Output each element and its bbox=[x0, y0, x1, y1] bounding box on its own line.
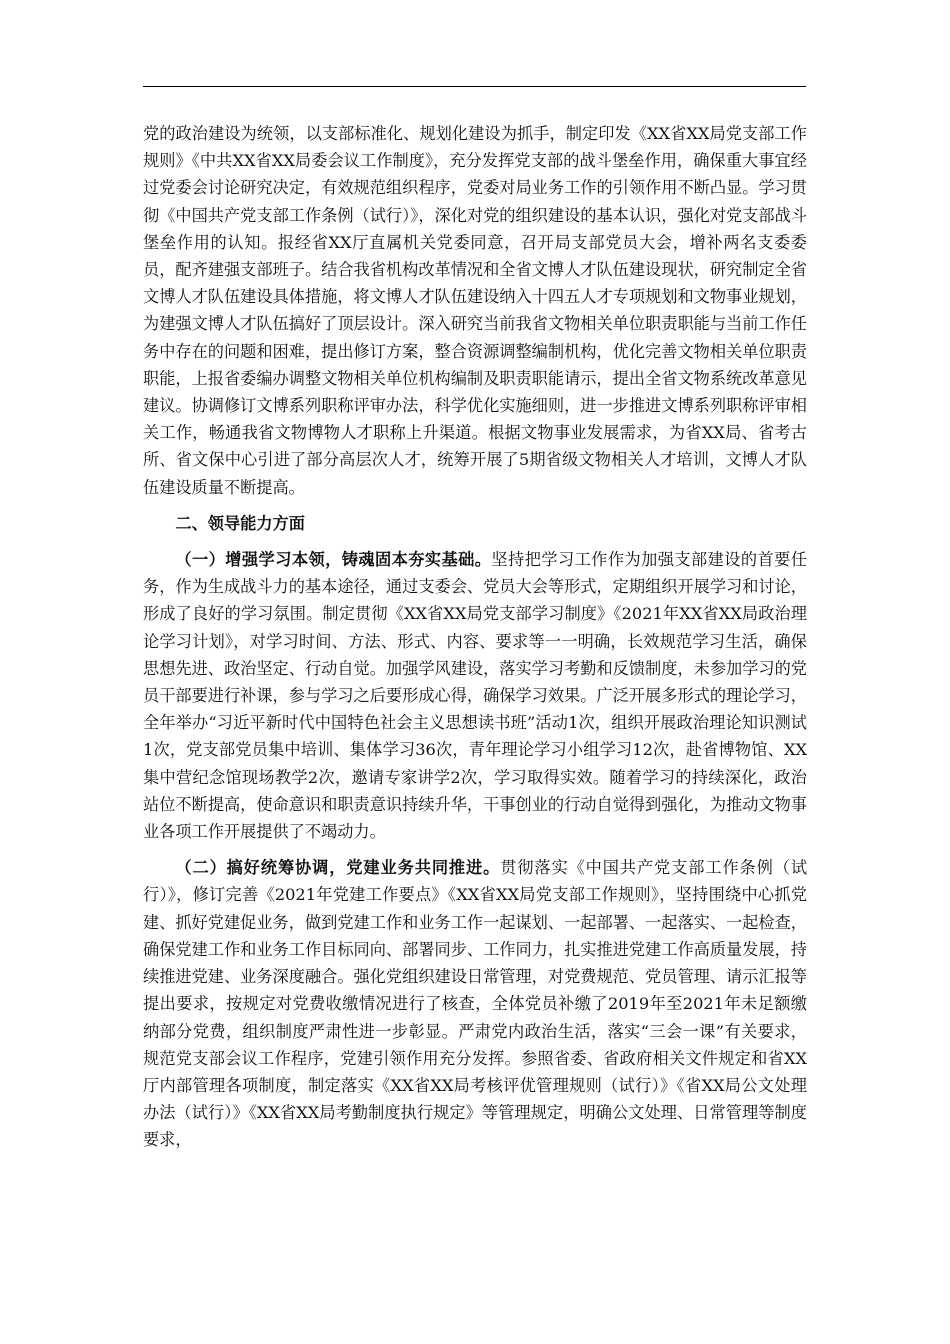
section-heading-text: 二、领导能力方面 bbox=[175, 513, 305, 533]
paragraph-lead: （二）搞好统筹协调，党建业务共同推进。 bbox=[175, 858, 501, 878]
paragraph-lead: （一）增强学习本领，铸魂固本夯实基础。 bbox=[175, 550, 492, 570]
section-heading bbox=[143, 510, 807, 537]
paragraph-continuation bbox=[143, 120, 807, 501]
paragraph-text: 党的政治建设为统领，以支部标准化、规划化建设为抓手，制定印发《XX省XX局党支部工作规则》《中共XX省XX局委会议工作制度》，充分发挥党支部的战斗堡垒作用，确保重大事宜经过党委会讨论研究决定，有效规范组织程序，党委对局业务工作的引领作用不断凸显。学习贯彻《中国共产党支部工作条例（试行）》，深化对党的组织建设的基本认识，强化对党支部战斗堡垒作用的认知。报经省XX厅直属机关党委同意，召开局支部党员大会，增补两名支委委员，配齐建强支部班子。结合我省机构改革情况和全省文博人才队伍建设现状，研究制定全省文博人才队伍建设具体措施，将文博人才队伍建设纳入十四五人才专项规划和文物事业规划，为建强文博人才队伍搞好了顶层设计。深入研究当前我省文物相关单位职责职能与当前工作任务中存在的问题和困难，提出修订方案，整合资源调整编制机构，优化完善文物相关单位职责职能，上报省委编办调整文物相关单位机构编制及职责职能请示，提出全省文物系统改革意见建议。协调修订文博系列职称评审办法，科学优化实施细则，进一步推进文博系列职称评审相关工作，畅通我省文物博物人才职称上升渠道。根据文物事业发展需求，为省XX局、省考古所、省文保中心引进了部分高层次人才，统筹开展了5期省级文物相关人才培训，文博人才队伍建设质量不断提高。 bbox=[143, 124, 807, 497]
paragraph-coordination bbox=[143, 854, 807, 1153]
paragraph-study bbox=[143, 546, 807, 845]
header-rule bbox=[143, 86, 806, 87]
paragraph-text: 坚持把学习工作作为加强支部建设的首要任务，作为生成战斗力的基本途径，通过支委会、党员大会等形式，定期组织开展学习和讨论，形成了良好的学习氛围。制定贯彻《XX省XX局党支部学习制度》《2021年XX省XX局政治理论学习计划》，对学习时间、方法、形式、内容、要求等一一明确，长效规范学习生活，确保思想先进、政治坚定、行动自觉。加强学风建设，落实学习考勤和反馈制度，未参加学习的党员干部要进行补课，参与学习之后要形成心得，确保学习效果。广泛开展多形式的理论学习，全年举办“习近平新时代中国特色社会主义思想读书班”活动1次，组织开展政治理论知识测试1次，党支部党员集中培训、集体学习36次，青年理论学习小组学习12次，赴省博物馆、XX集中营纪念馆现场教学2次，邀请专家讲学2次，学习取得实效。随着学习的持续深化，政治站位不断提高，使命意识和职责意识持续升华，干事创业的行动自觉得到强化，为推动文物事业各项工作开展提供了不竭动力。 bbox=[143, 550, 808, 842]
paragraph-text: 贯彻落实《中国共产党支部工作条例（试行）》，修订完善《2021年党建工作要点》《XX省XX局党支部工作规则》，坚持围绕中心抓党建、抓好党建促业务，做到党建工作和业务工作一起谋划、一起部署、一起落实、一起检查，确保党建工作和业务工作目标同向、部署同步、工作同力，扎实推进党建工作高质量发展，持续推进党建、业务深度融合。强化党组织建设日常管理，对党费规范、党员管理、请示汇报等提出要求，按规定对党费收缴情况进行了核查，全体党员补缴了2019年至2021年未足额缴纳部分党费，组织制度严肃性进一步彰显。严肃党内政治生活，落实“三会一课”有关要求，规范党支部会议工作程序，党建引领作用充分发挥。参照省委、省政府相关文件规定和省XX厅内部管理各项制度，制定落实《XX省XX局考核评优管理规则（试行）》《省XX局公文处理办法（试行）》《XX省XX局考勤制度执行规定》等管理规定，明确公文处理、日常管理等制度要求， bbox=[143, 858, 808, 1150]
document-body bbox=[143, 120, 807, 1154]
